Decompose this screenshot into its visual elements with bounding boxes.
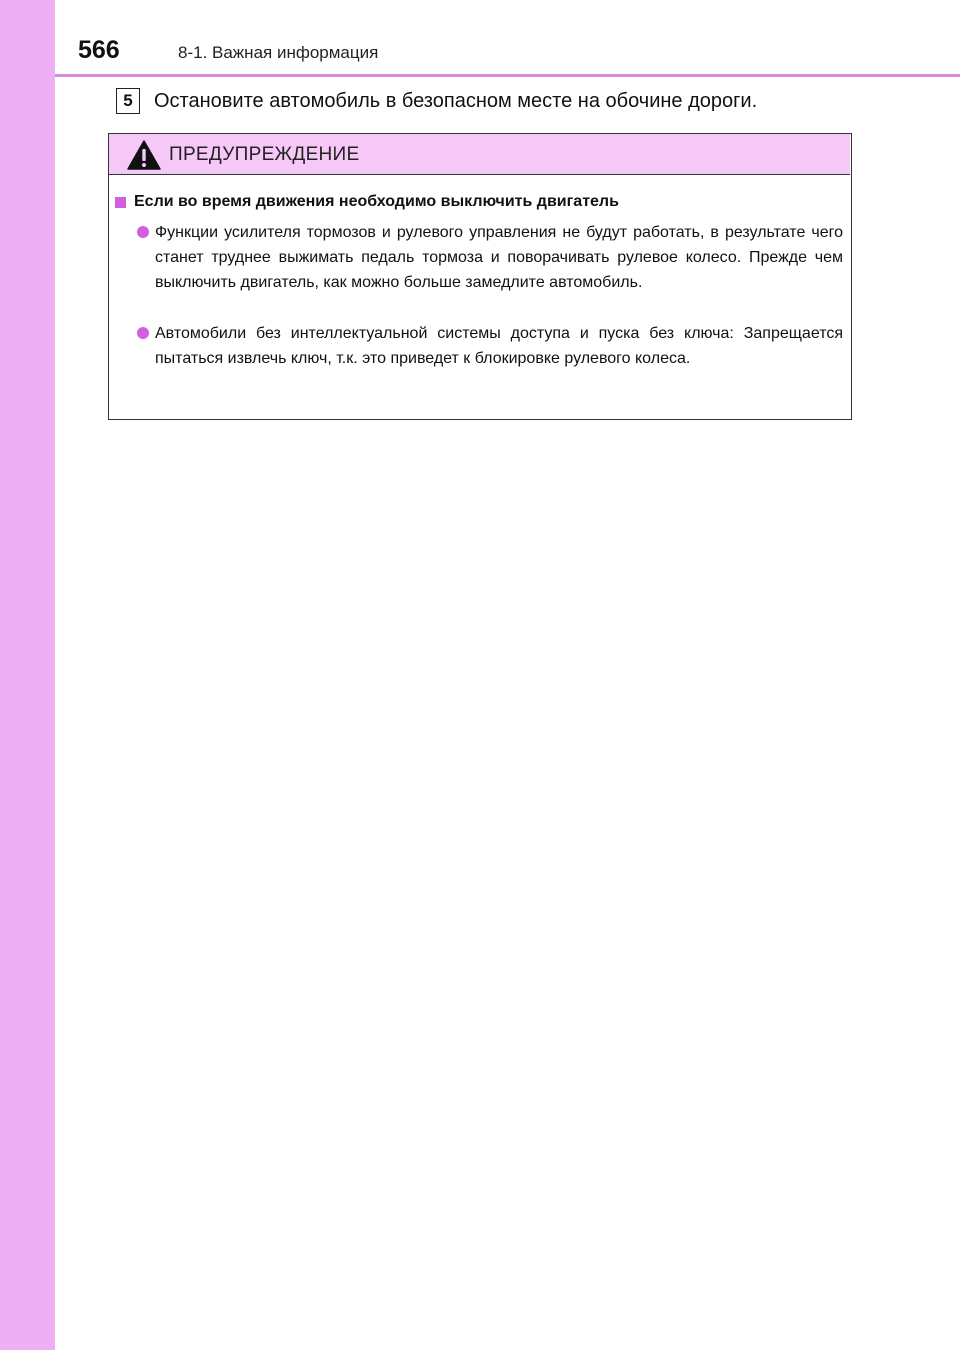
- section-title: 8-1. Важная информация: [178, 43, 379, 62]
- page-number: 566: [78, 36, 120, 64]
- warning-item-text: Функции усилителя тормозов и рулевого управления не будут работать, в результате чего станет труднее выжимать педаль тормоза и поворачивать рулевое колесо. Прежде чем выключить двигатель, как можно больше замедлите автомобиль.: [155, 224, 843, 291]
- warning-box: [108, 133, 852, 420]
- round-bullet-icon: [137, 327, 149, 339]
- warning-subheading-text: Если во время движения необходимо выключить двигатель: [134, 193, 619, 210]
- warning-item-text: Автомобили без интеллектуальной системы доступа и пуска без ключа: Запрещается пытаться извлечь ключ, т.к. это приведет к блокировке рулевого колеса.: [155, 325, 843, 367]
- header-divider: [55, 74, 960, 77]
- step-number-badge: 5: [116, 88, 140, 114]
- warning-title: ПРЕДУПРЕЖДЕНИЕ: [169, 144, 360, 165]
- step-instruction: Остановите автомобиль в безопасном месте на обочине дороги.: [154, 90, 758, 112]
- square-bullet-icon: [115, 197, 126, 208]
- chapter-side-strip: [0, 0, 55, 1350]
- warning-header: [109, 134, 850, 175]
- page-header: [55, 0, 960, 78]
- warning-triangle-icon: [127, 140, 161, 170]
- step-row: [116, 88, 856, 116]
- round-bullet-icon: [137, 226, 149, 238]
